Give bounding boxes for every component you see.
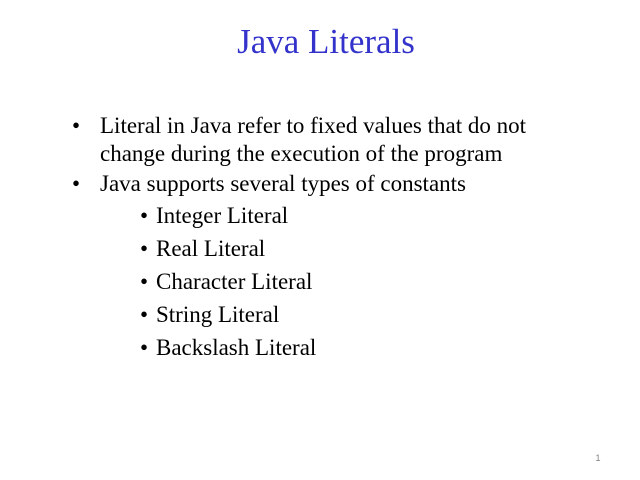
bullet-dot: •: [140, 236, 149, 261]
sub-bullet-text: Integer Literal: [156, 203, 289, 228]
bullet-item: [72, 170, 612, 198]
sub-bullet-text: Character Literal: [156, 269, 313, 294]
slide-title: Java Literals: [237, 22, 415, 61]
sub-bullet-text: String Literal: [156, 302, 280, 327]
page-number: 1: [595, 453, 601, 463]
bullet-text-line: Java supports several types of constants: [100, 171, 467, 196]
sub-bullet-item: [140, 301, 540, 329]
sub-bullet-item: [140, 268, 540, 296]
bullet-dot: •: [140, 203, 149, 228]
sub-bullet-item: [140, 235, 540, 263]
bullet-dot: •: [140, 269, 149, 294]
bullet-dot: •: [140, 335, 149, 360]
bullet-dot: •: [72, 113, 81, 138]
bullet-text-line: Literal in Java refer to fixed values that do not: [100, 113, 526, 138]
sub-bullet-text: Real Literal: [156, 236, 266, 261]
bullet-dot: •: [140, 302, 149, 327]
bullet-item: [72, 112, 612, 168]
sub-bullet-item: [140, 334, 540, 362]
sub-bullet-item: [140, 202, 540, 230]
bullet-dot: •: [72, 171, 81, 196]
sub-bullet-text: Backslash Literal: [156, 335, 317, 360]
bullet-text-line: change during the execution of the program: [100, 141, 503, 166]
